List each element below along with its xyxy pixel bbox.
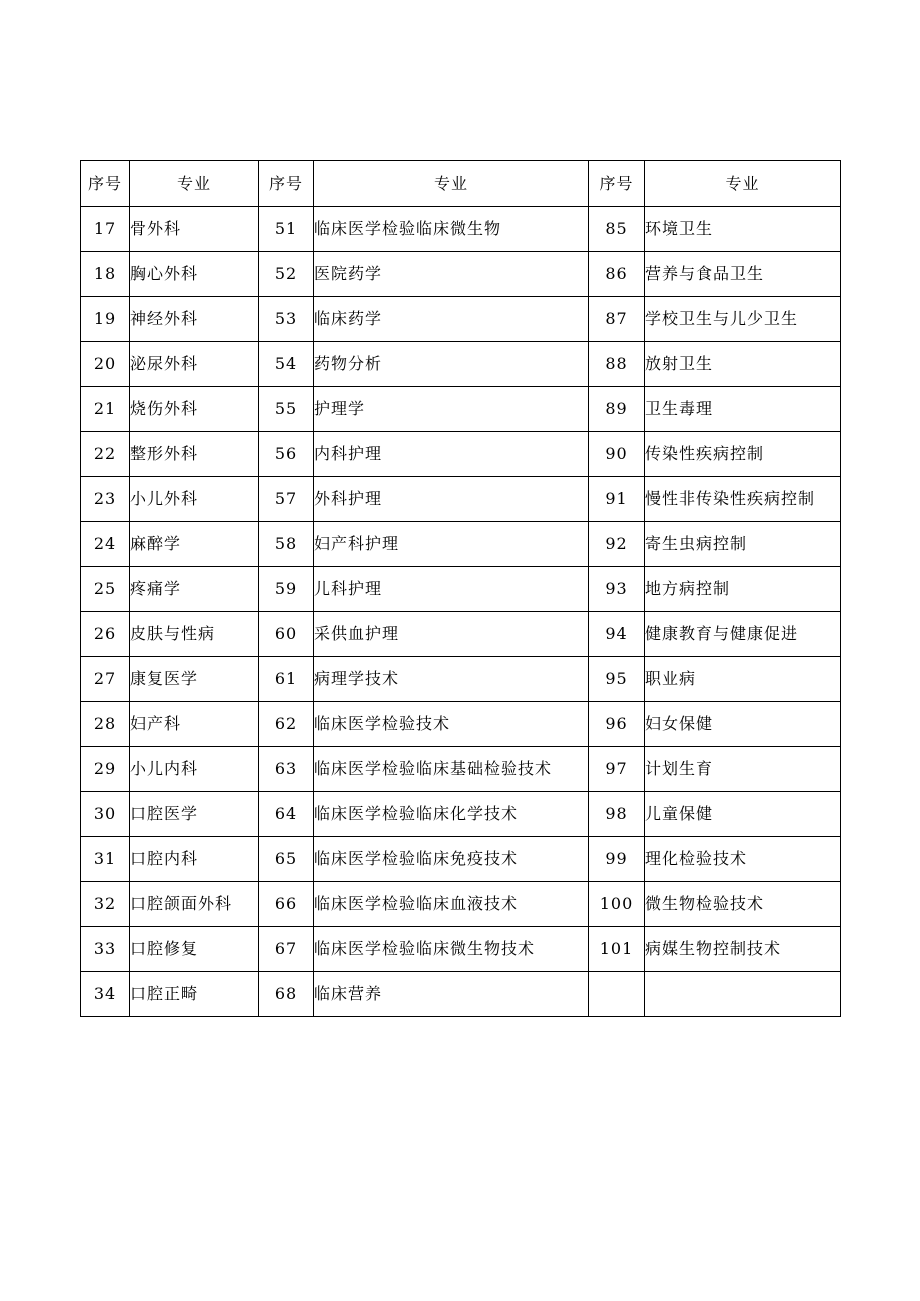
serial-cell: 93 xyxy=(589,567,645,612)
specialty-cell: 疼痛学 xyxy=(130,567,259,612)
serial-cell: 64 xyxy=(259,792,314,837)
serial-cell: 28 xyxy=(81,702,130,747)
specialty-table-container xyxy=(80,160,840,1017)
specialty-cell: 皮肤与性病 xyxy=(130,612,259,657)
table-row xyxy=(81,972,841,1017)
serial-cell: 21 xyxy=(81,387,130,432)
serial-cell: 87 xyxy=(589,297,645,342)
header-specialty-2: 专业 xyxy=(314,161,589,207)
serial-cell: 20 xyxy=(81,342,130,387)
serial-cell: 92 xyxy=(589,522,645,567)
specialty-cell: 口腔正畸 xyxy=(130,972,259,1017)
serial-cell: 66 xyxy=(259,882,314,927)
specialty-cell: 职业病 xyxy=(645,657,841,702)
specialty-cell: 临床药学 xyxy=(314,297,589,342)
serial-cell: 63 xyxy=(259,747,314,792)
table-row xyxy=(81,657,841,702)
specialty-cell: 康复医学 xyxy=(130,657,259,702)
specialty-cell: 营养与食品卫生 xyxy=(645,252,841,297)
specialty-cell: 胸心外科 xyxy=(130,252,259,297)
serial-cell xyxy=(589,972,645,1017)
specialty-cell: 环境卫生 xyxy=(645,207,841,252)
specialty-cell: 神经外科 xyxy=(130,297,259,342)
specialty-cell: 采供血护理 xyxy=(314,612,589,657)
header-serial-1: 序号 xyxy=(81,161,130,207)
specialty-cell: 烧伤外科 xyxy=(130,387,259,432)
serial-cell: 94 xyxy=(589,612,645,657)
header-row xyxy=(81,161,841,207)
serial-cell: 97 xyxy=(589,747,645,792)
specialty-cell: 地方病控制 xyxy=(645,567,841,612)
serial-cell: 85 xyxy=(589,207,645,252)
serial-cell: 101 xyxy=(589,927,645,972)
serial-cell: 54 xyxy=(259,342,314,387)
table-body xyxy=(81,207,841,1017)
specialty-cell: 儿科护理 xyxy=(314,567,589,612)
specialty-cell: 口腔修复 xyxy=(130,927,259,972)
specialty-cell: 临床医学检验临床微生物 xyxy=(314,207,589,252)
serial-cell: 55 xyxy=(259,387,314,432)
table-row xyxy=(81,477,841,522)
serial-cell: 59 xyxy=(259,567,314,612)
specialty-cell: 临床营养 xyxy=(314,972,589,1017)
serial-cell: 23 xyxy=(81,477,130,522)
specialty-cell: 临床医学检验临床化学技术 xyxy=(314,792,589,837)
specialty-cell: 护理学 xyxy=(314,387,589,432)
specialty-cell: 传染性疾病控制 xyxy=(645,432,841,477)
specialty-cell: 小儿内科 xyxy=(130,747,259,792)
table-row xyxy=(81,792,841,837)
table-row xyxy=(81,567,841,612)
table-header xyxy=(81,161,841,207)
serial-cell: 95 xyxy=(589,657,645,702)
specialty-cell: 寄生虫病控制 xyxy=(645,522,841,567)
specialty-cell: 骨外科 xyxy=(130,207,259,252)
specialty-cell: 临床医学检验技术 xyxy=(314,702,589,747)
serial-cell: 68 xyxy=(259,972,314,1017)
table-row xyxy=(81,342,841,387)
serial-cell: 51 xyxy=(259,207,314,252)
specialty-cell: 临床医学检验临床血液技术 xyxy=(314,882,589,927)
specialty-cell xyxy=(645,972,841,1017)
serial-cell: 89 xyxy=(589,387,645,432)
table-row xyxy=(81,837,841,882)
serial-cell: 86 xyxy=(589,252,645,297)
specialty-cell: 妇女保健 xyxy=(645,702,841,747)
specialty-table xyxy=(80,160,841,1017)
specialty-cell: 临床医学检验临床微生物技术 xyxy=(314,927,589,972)
specialty-cell: 病理学技术 xyxy=(314,657,589,702)
specialty-cell: 临床医学检验临床免疫技术 xyxy=(314,837,589,882)
specialty-cell: 妇产科 xyxy=(130,702,259,747)
specialty-cell: 计划生育 xyxy=(645,747,841,792)
serial-cell: 22 xyxy=(81,432,130,477)
table-row xyxy=(81,612,841,657)
table-row xyxy=(81,927,841,972)
table-row xyxy=(81,747,841,792)
header-specialty-1: 专业 xyxy=(130,161,259,207)
header-serial-2: 序号 xyxy=(259,161,314,207)
table-row xyxy=(81,882,841,927)
serial-cell: 65 xyxy=(259,837,314,882)
table-row xyxy=(81,522,841,567)
serial-cell: 17 xyxy=(81,207,130,252)
serial-cell: 98 xyxy=(589,792,645,837)
serial-cell: 56 xyxy=(259,432,314,477)
specialty-cell: 临床医学检验临床基础检验技术 xyxy=(314,747,589,792)
specialty-cell: 口腔颌面外科 xyxy=(130,882,259,927)
serial-cell: 27 xyxy=(81,657,130,702)
serial-cell: 18 xyxy=(81,252,130,297)
specialty-cell: 学校卫生与儿少卫生 xyxy=(645,297,841,342)
serial-cell: 26 xyxy=(81,612,130,657)
header-serial-3: 序号 xyxy=(589,161,645,207)
specialty-cell: 理化检验技术 xyxy=(645,837,841,882)
specialty-cell: 外科护理 xyxy=(314,477,589,522)
table-row xyxy=(81,297,841,342)
specialty-cell: 口腔内科 xyxy=(130,837,259,882)
serial-cell: 32 xyxy=(81,882,130,927)
table-row xyxy=(81,207,841,252)
specialty-cell: 小儿外科 xyxy=(130,477,259,522)
specialty-cell: 药物分析 xyxy=(314,342,589,387)
specialty-cell: 健康教育与健康促进 xyxy=(645,612,841,657)
serial-cell: 57 xyxy=(259,477,314,522)
serial-cell: 90 xyxy=(589,432,645,477)
serial-cell: 88 xyxy=(589,342,645,387)
serial-cell: 34 xyxy=(81,972,130,1017)
specialty-cell: 儿童保健 xyxy=(645,792,841,837)
serial-cell: 19 xyxy=(81,297,130,342)
specialty-cell: 麻醉学 xyxy=(130,522,259,567)
serial-cell: 29 xyxy=(81,747,130,792)
serial-cell: 33 xyxy=(81,927,130,972)
table-row xyxy=(81,702,841,747)
table-row xyxy=(81,252,841,297)
specialty-cell: 放射卫生 xyxy=(645,342,841,387)
specialty-cell: 慢性非传染性疾病控制 xyxy=(645,477,841,522)
specialty-cell: 泌尿外科 xyxy=(130,342,259,387)
specialty-cell: 口腔医学 xyxy=(130,792,259,837)
specialty-cell: 医院药学 xyxy=(314,252,589,297)
serial-cell: 25 xyxy=(81,567,130,612)
specialty-cell: 妇产科护理 xyxy=(314,522,589,567)
serial-cell: 24 xyxy=(81,522,130,567)
serial-cell: 31 xyxy=(81,837,130,882)
specialty-cell: 内科护理 xyxy=(314,432,589,477)
serial-cell: 60 xyxy=(259,612,314,657)
specialty-cell: 微生物检验技术 xyxy=(645,882,841,927)
serial-cell: 52 xyxy=(259,252,314,297)
serial-cell: 100 xyxy=(589,882,645,927)
serial-cell: 53 xyxy=(259,297,314,342)
specialty-cell: 整形外科 xyxy=(130,432,259,477)
serial-cell: 67 xyxy=(259,927,314,972)
specialty-cell: 病媒生物控制技术 xyxy=(645,927,841,972)
specialty-cell: 卫生毒理 xyxy=(645,387,841,432)
serial-cell: 96 xyxy=(589,702,645,747)
serial-cell: 91 xyxy=(589,477,645,522)
serial-cell: 58 xyxy=(259,522,314,567)
serial-cell: 99 xyxy=(589,837,645,882)
serial-cell: 30 xyxy=(81,792,130,837)
table-row xyxy=(81,387,841,432)
serial-cell: 61 xyxy=(259,657,314,702)
header-specialty-3: 专业 xyxy=(645,161,841,207)
serial-cell: 62 xyxy=(259,702,314,747)
table-row xyxy=(81,432,841,477)
